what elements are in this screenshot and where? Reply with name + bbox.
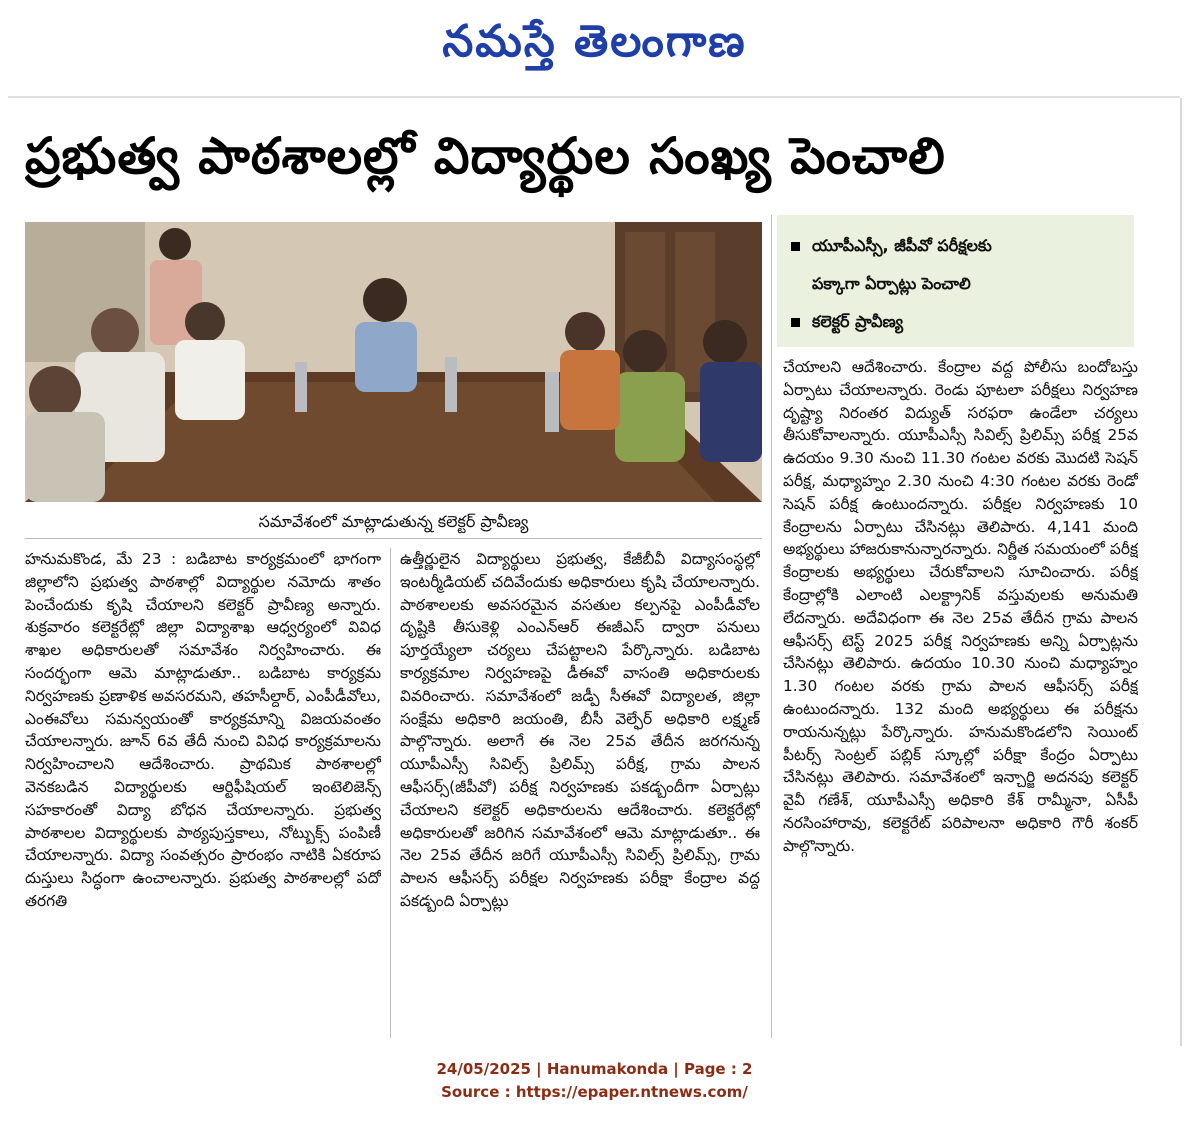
highlights-box: [777, 215, 1134, 347]
bullet-icon: [791, 318, 800, 327]
article-column-2: [400, 548, 760, 1038]
highlight-text: కలెక్టర్ ప్రావీణ్య: [812, 312, 904, 331]
column-divider: [771, 215, 772, 1038]
footer-source-link[interactable]: Source : https://epaper.ntnews.com/: [441, 1083, 748, 1101]
newspaper-masthead: నమస్తే తెలంగాణ: [442, 16, 747, 67]
article-column-3: [783, 356, 1138, 1038]
highlight-item-continued: [791, 265, 1124, 303]
meeting-photo: [25, 222, 762, 502]
article-column-1: [25, 548, 381, 1038]
article-paragraph: ఉత్తీర్ణులైన విద్యార్థులు ప్రభుత్వ, కేజీబీవీ విద్యాసంస్థల్లో ఇంటర్మీడియట్ చదివేందుకు అధికారులు కృషి చేయాలన్నారు. పాఠశాలలకు అవసరమైన వసతుల కల్పనపై ఎంపీడీవోల దృష్టికి తీసుకెళ్లి ఎంఎన్ఆర్ ఈజీఎస్ ద్వారా పనులు పూర్తయ్యేలా చర్యలు చేపట్టాలని పేర్కొన్నారు. బడిబాట కార్యక్రమాల నిర్వహణపై డీఈవో వాసంతి అధికారులకు వివరించారు. సమావేశంలో జడ్పీ సీఈవో విద్యాలత, జిల్లా సంక్షేమ అధికారి జయంతి, బీసీ వెల్ఫేర్ అధికారి లక్ష్మణ్ పాల్గొన్నారు. అలాగే ఈ నెల 25వ తేదీన జరగనున్న యూపీఎస్సీ సివిల్స్ ప్రిలిమ్స్ పరీక్ష, గ్రామ పాలన ఆఫీసర్స్(జీపీవో) పరీక్ష నిర్వహణకు పకడ్బందీగా ఏర్పాట్లు చేయాలని కలెక్టర్ అధికారులను ఆదేశించారు. కలెక్టరేట్లో అధికారులతో జరిగిన సమావేశంలో ఆమె మాట్లాడుతూ.. ఈ నెల 25వ తేదీన జరిగే యూపీఎస్సీ సివిల్స్ ప్రిలిమ్స్, గ్రామ పాలన ఆఫీసర్స్ పరీక్షల నిర్వహణకు పరీక్షా కేంద్రాల వద్ద పకడ్బంది ఏర్పాట్లు: [400, 550, 760, 910]
highlight-text: యూపీఎస్సీ, జీపీవో పరీక్షలకు: [812, 236, 992, 255]
highlight-text: పక్కాగా ఏర్పాట్లు పెంచాలి: [812, 274, 971, 293]
bullet-icon: [791, 242, 800, 251]
column-divider: [390, 548, 391, 1038]
article-paragraph: చేయాలని ఆదేశించారు. కేంద్రాల వద్ద పోలీసు బందోబస్తు ఏర్పాటు చేయాలన్నారు. రెండు పూటలా పరీక్షలు నిర్వహణ దృష్ట్యా నిరంతర విద్యుత్ సరఫరా ఉండేలా చర్యలు తీసుకోవాలన్నారు. యూపీఎస్సీ సివిల్స్ ప్రిలిమ్స్ పరీక్ష 25వ ఉదయం 9.30 నుంచి 11.30 గంటల వరకు మొదటి సెషన్ పరీక్ష, మధ్యాహ్నం 2.30 నుంచి 4:30 గంటల వరకు రెండో సెషన్ పరీక్ష ఉంటుందన్నారు. పరీక్షల నిర్వహణకు 10 కేంద్రాలను ఏర్పాటు చేసినట్లు తెలిపారు. 4,141 మంది అభ్యర్థులు హాజరుకానున్నారన్నారు. నిర్ణీత సమయంలో పరీక్ష కేంద్రాలకు అభ్యర్థులు చేరుకోవాలని సూచించారు. పరీక్ష కేంద్రాల్లోకి ఎలాంటి ఎలక్ట్రానిక్ వస్తువులకు అనుమతి లేదన్నారు. అదేవిధంగా ఈ నెల 25వ తేదీన గ్రామ పాలన ఆఫీసర్స్ టెస్ట్ 2025 పరీక్ష నిర్వహణకు అన్ని ఏర్పాట్లను చేసినట్లు తెలిపారు. ఉదయం 10.30 నుంచి మధ్యాహ్నం 1.30 గంటల వరకు గ్రామ పాలన ఆఫీసర్స్ పరీక్ష ఉంటుందన్నారు. 132 మంది అభ్యర్థులు ఈ పరీక్షను రాయనున్నట్లు పేర్కొన్నారు. హనుమకొండలోని సెయింట్ పీటర్స్ సెంట్రల్ పబ్లిక్ స్కూల్లో పరీక్షా కేంద్రం ఏర్పాటు చేసినట్లు తెలిపారు. సమావేశంలో ఇన్చార్జి అదనపు కలెక్టర్ వైవీ గణేశ్, యూపీఎస్సీ అధికారి కేశ్ రామ్మీనా, ఏసీపీ నరసింహారావు, కలెక్టరేట్ పరిపాలనా అధికారి గౌరీ శంకర్ పాల్గొన్నారు.: [783, 358, 1138, 855]
article-headline: ప్రభుత్వ పాఠశాలల్లో విద్యార్థుల సంఖ్య పెంచాలి: [25, 127, 946, 185]
article-paragraph: హనుమకొండ, మే 23 : బడిబాట కార్యక్రమంలో భాగంగా జిల్లాలోని ప్రభుత్వ పాఠశాల్లో విద్యార్థుల నమోదు శాతం పెంచేందుకు కృషి చేయాలని కలెక్టర్ ప్రావీణ్య అన్నారు. శుక్రవారం కలెక్టరేట్లో జిల్లా విద్యాశాఖ ఆధ్వర్యంలో వివిధ శాఖల అధికారులతో సమావేశం నిర్వహించారు. ఈ సందర్భంగా ఆమె మాట్లాడుతూ.. బడిబాట కార్యక్రమ నిర్వహణకు ప్రణాళిక అవసరమని, తహసీల్దార్, ఎంపీడీవోలు, ఎంఈవోలు సమన్వయంతో కార్యక్రమాన్ని విజయవంతం చేయాలన్నారు. జూన్ 6వ తేదీ నుంచి వివిధ కార్యక్రమాలను నిర్వహించాలని ఆదేశించారు. ప్రాథమిక పాఠశాలల్లో వెనకబడిన విద్యార్థులకు ఆర్టిఫీషియల్ ఇంటెలిజెన్స్ సహకారంతో విద్యా బోధన చేయాలన్నారు. ప్రభుత్వ పాఠశాలల విద్యార్థులకు పాఠ్యపుస్తకాలు, నోట్బుక్స్ పంపిణీ చేయాలన్నారు. విద్యా సంవత్సరం ప్రారంభం నాటికి ఏకరూప దుస్తులు సిద్ధంగా ఉంచాలన్నారు. ప్రభుత్వ పాఠశాలల్లో పదో తరగతి: [25, 550, 381, 910]
photo-caption: సమావేశంలో మాట్లాడుతున్న కలెక్టర్ ప్రావీణ్య: [25, 506, 762, 539]
highlight-item: [791, 227, 1124, 265]
meeting-photo-illustration: [25, 222, 762, 502]
highlight-item: [791, 303, 1124, 341]
footer-date-line: 24/05/2025 | Hanumakonda | Page : 2: [436, 1060, 753, 1078]
